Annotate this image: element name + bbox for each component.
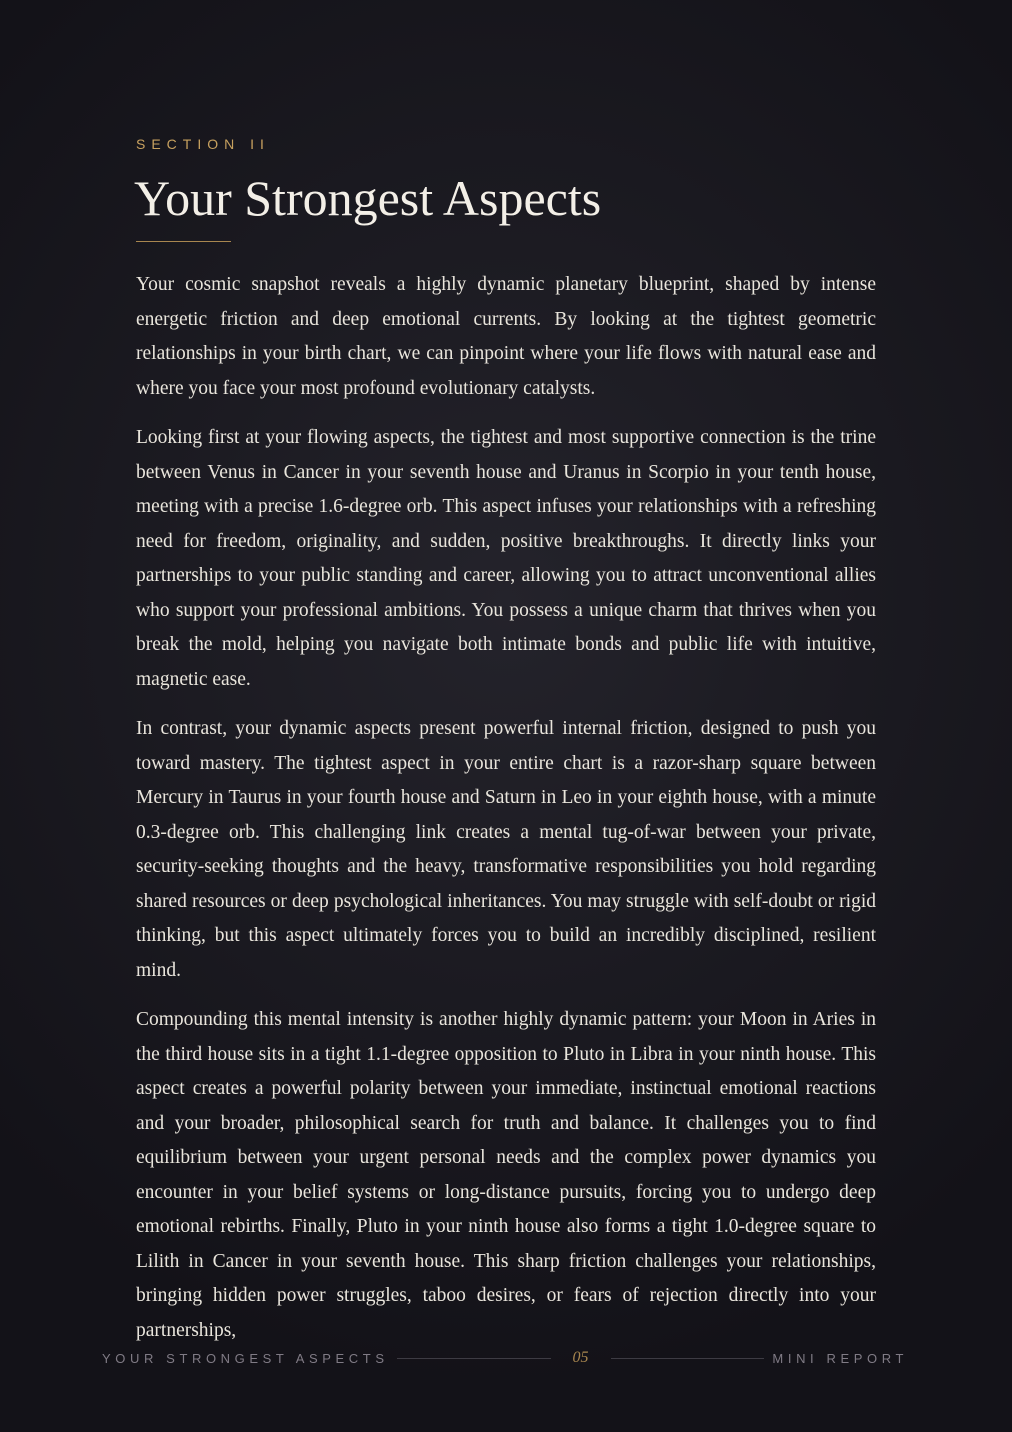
footer-report-name: MINI REPORT (772, 1350, 909, 1366)
footer-divider-right (611, 1358, 765, 1359)
paragraph: Your cosmic snapshot reveals a highly dynamic planetary blueprint, shaped by intense energetic friction and deep emotional currents. By looking at the tightest geometric relationships in your birth chart, we can pinpoint where your life flows with natural ease and where you face your most profound evolutionary catalysts. (136, 274, 876, 399)
paragraph: Looking first at your flowing aspects, the tightest and most supportive connection is the trine between Venus in Cancer in your seventh house and Uranus in Scorpio in your tenth house, meeting with a precise 1.6-degree orb. This aspect infuses your relationships with a refreshing need for freedom, originality, and sudden, positive breakthroughs. It directly links your partnerships to your public standing and career, allowing you to attract unconventional allies who support your professional ambitions. You possess a unique charm that thrives when you break the mold, helping you navigate both intimate bonds and public life with intuitive, magnetic ease. (136, 427, 876, 690)
section-label: SECTION II (136, 136, 270, 152)
footer-section-title: YOUR STRONGEST ASPECTS (102, 1350, 389, 1366)
body-text (136, 268, 876, 1363)
page-number: 05 (572, 1349, 589, 1366)
footer-divider-left (397, 1358, 551, 1359)
paragraph: Compounding this mental intensity is another highly dynamic pattern: your Moon in Aries in the third house sits in a tight 1.1-degree opposition to Pluto in Libra in your ninth house. This aspect creates a powerful polarity between your immediate, instinctual emotional reactions and your broader, philosophical search for truth and balance. It challenges you to find equilibrium between your urgent personal needs and the complex power dynamics you encounter in your belief systems or long-distance pursuits, forcing you to undergo deep emotional rebirths. Finally, Pluto in your ninth house also forms a tight 1.0-degree square to Lilith in Cancer in your seventh house. This sharp friction challenges your relationships, bringing hidden power struggles, taboo desires, or fears of rejection directly into your partnerships, (136, 1009, 876, 1341)
page-footer (102, 1348, 908, 1368)
title-divider (136, 241, 231, 242)
page-title: Your Strongest Aspects (134, 170, 602, 226)
paragraph: In contrast, your dynamic aspects present powerful internal friction, designed to push you toward mastery. The tightest aspect in your entire chart is a razor-sharp square between Mercury in Taurus in your fourth house and Saturn in Leo in your eighth house, with a minute 0.3-degree orb. This challenging link creates a mental tug-of-war between your private, security-seeking thoughts and the heavy, transformative responsibilities you hold regarding shared resources or deep psychological inheritances. You may struggle with self-doubt or rigid thinking, but this aspect ultimately forces you to build an incredibly disciplined, resilient mind. (136, 718, 876, 981)
